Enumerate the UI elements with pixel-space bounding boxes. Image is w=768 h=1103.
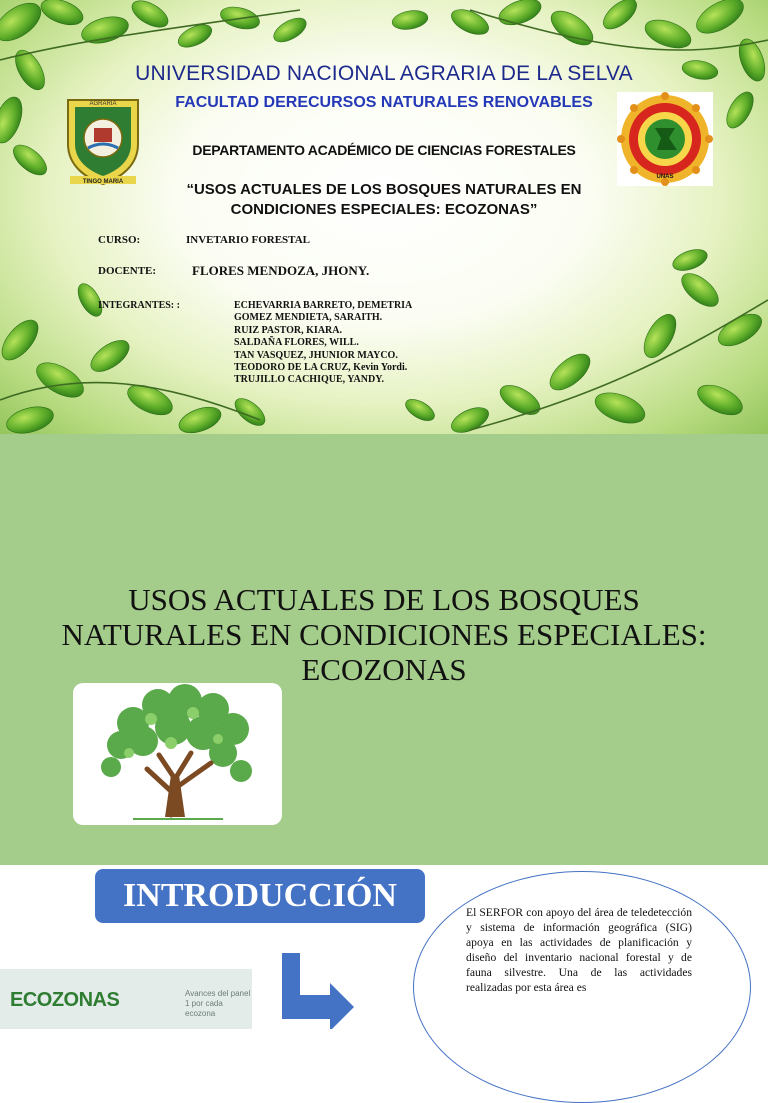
introduction-slide xyxy=(0,865,768,1024)
university-name: UNIVERSIDAD NACIONAL AGRARIA DE LA SELVA xyxy=(135,62,633,85)
slide-title: USOS ACTUALES DE LOS BOSQUES NATURALES EN CONDICIONES ESPECIALES: ECOZONAS xyxy=(61,582,707,687)
crest-top-text: AGRARIA xyxy=(89,101,117,107)
ecozonas-thumbnail xyxy=(0,969,252,1029)
teacher-value: FLORES MENDOZA, JHONY. xyxy=(192,263,370,278)
faculty-name: FACULTAD DERECURSOS NATURALES RENOVABLES xyxy=(175,94,593,111)
department-name: DEPARTAMENTO ACADÉMICO DE CIENCIAS FORESTALES xyxy=(192,142,576,158)
member-name: SALDAÑA FLORES, WILL. xyxy=(234,337,359,349)
member-name: TEODORO DE LA CRUZ, Kevin Yordi. xyxy=(234,362,408,374)
teacher-label: DOCENTE: xyxy=(98,265,157,277)
members-list xyxy=(234,300,412,387)
bent-arrow-icon xyxy=(272,949,358,1029)
ecozonas-title: ECOZONAS xyxy=(10,989,120,1011)
introduction-heading: INTRODUCCIÓN xyxy=(95,869,425,923)
course-value: INVETARIO FORESTAL xyxy=(186,234,310,246)
ecozonas-subtitle: Avances del panel 1 por cada ecozona xyxy=(185,989,251,1018)
cover-title: “USOS ACTUALES DE LOS BOSQUES NATURALES EN CONDICIONES ESPECIALES: ECOZONAS” xyxy=(186,181,582,218)
member-name: ECHEVARRIA BARRETO, DEMETRIA xyxy=(234,300,413,311)
seal-bottom-text: UNAS xyxy=(656,174,674,180)
member-name: TRUJILLO CACHIQUE, YANDY. xyxy=(234,374,385,386)
svg-text:TINGO MARIA: TINGO MARIA xyxy=(82,179,124,185)
cover-slide xyxy=(0,0,768,434)
university-crest-logo xyxy=(62,94,144,186)
intro-paragraph: El SERFOR con apoyo del área de teledetección y sistema de información geográfica (SIG) apoya en las actividades de planificación y diseño del inventario nacional forestal y de fauna silvestre. Una de las actividades realizadas por esta área es xyxy=(466,906,692,994)
tree-image xyxy=(73,683,282,825)
title-slide xyxy=(0,434,768,865)
course-label: CURSO: xyxy=(98,234,141,246)
member-name: RUIZ PASTOR, KIARA. xyxy=(234,324,342,336)
member-name: TAN VASQUEZ, JHUNIOR MAYCO. xyxy=(234,349,398,361)
members-label: INTEGRANTES: : xyxy=(98,300,180,311)
member-name: GOMEZ MENDIETA, SARAITH. xyxy=(234,312,383,324)
engineering-seal-logo xyxy=(617,92,713,186)
